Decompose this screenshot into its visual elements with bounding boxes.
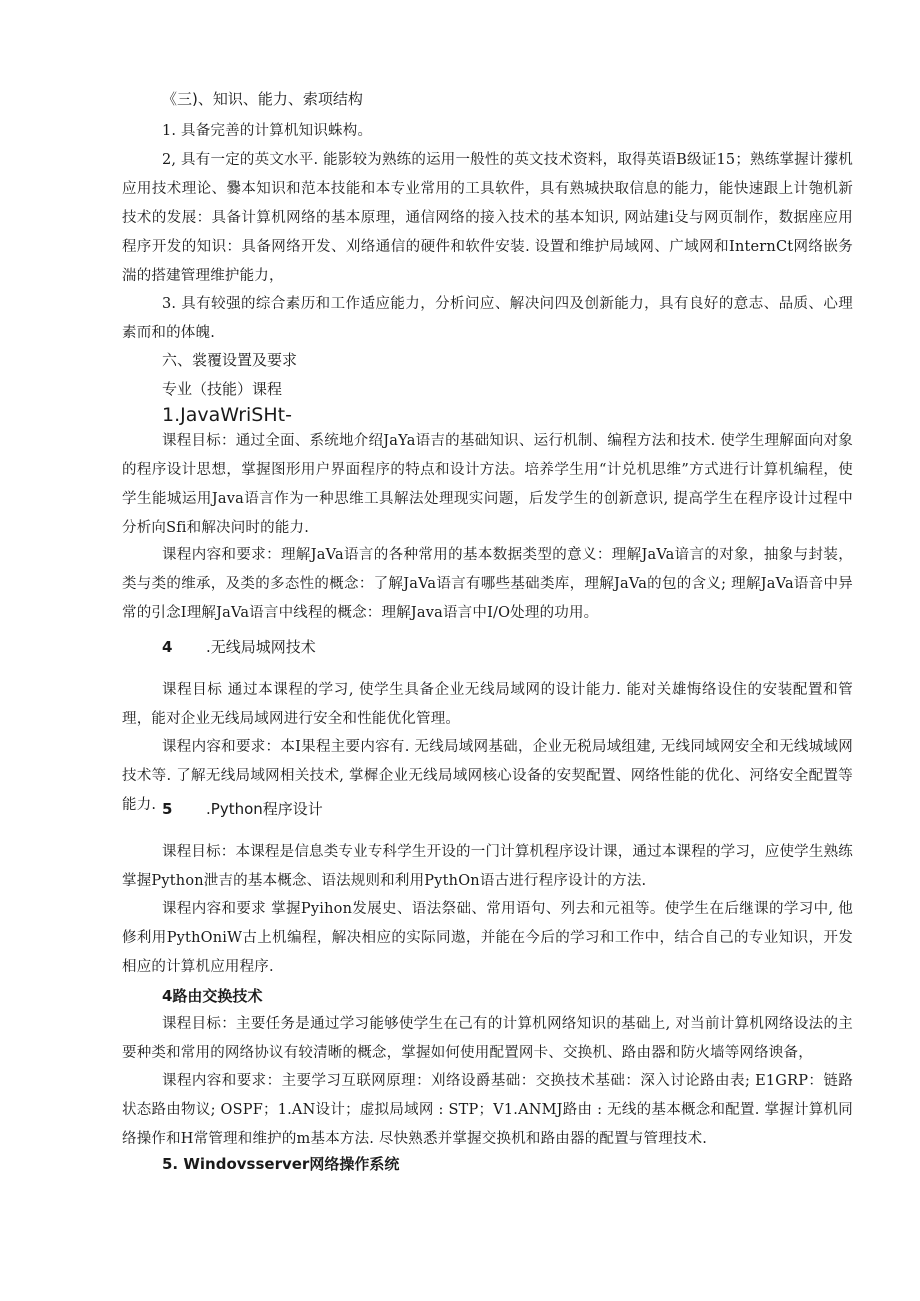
item-3: 3. 具有较强的综合素历和工作适应能力，分析问应、解决问四及创新能力，具有良好的意志、品质、心理素而和的体魄. — [122, 296, 853, 341]
course-2-content: 课程内容和要求：本I果程主要内容有. 无线局域网基础，企业无税局域组建, 无线同域网安全和无线城域网技术等. 了解无线局域网相关技术, 掌樨企业无线局域网核心设备的安契配置、网络性能的优化、河络安全配置等能力. — [122, 739, 853, 813]
course-3-goal: 课程目标：本课程是信息类专业专科学生开设的一门计算机程序设计课，通过本课程的学习，应使学生熟练掌握Python泄吉的基本概念、语法规则和利用PythOn语古进行程序设计的方法. — [122, 844, 853, 889]
course-4-content: 课程内容和要求：主要学习互联网原理：刈络设爵基础：交换技术基础：深入讨论路由表; E1GRP：链路状态路由物议; OSPF；1.AN设计；虚拟局域网 : STP；V1.ANMJ路由 : 无线的基本概念和配置. 掌握计算机同络操作和H常管理和维护的m基本方法. 尽快熟悉并掌握交换机和路由器的配置与管理技术. — [122, 1073, 853, 1147]
course-3-heading — [162, 798, 323, 820]
course-2-title: .无线局城网技术 — [206, 638, 316, 656]
subsection-heading: 专业（技能）课程 — [162, 380, 283, 398]
course-5-title: 5. Windovsserver网络操作系统 — [162, 1155, 400, 1173]
course-1-content: 课程内容和要求：理解JaVa语言的各种常用的基本数据类型的意义：理解JaVa谙言的对象，抽象与封装，类与类的维承，及类的多态性的概念：了解JaVa语言有哪些基础类库，理解JaVa的包的含义; 理解JaVa语音中异常的引念I理解JaVa语言中线程的概念：理解Java语言中I/O处理的功用。 — [122, 547, 853, 621]
course-4-title: 4路由交换技术 — [162, 987, 263, 1005]
course-3-content: 课程内容和要求 掌握Pyihon发展史、语法祭础、常用语句、列去和元祖等。使学生在后继课的学习中, 他修利用PythOniW古上机编程，解决相应的实际同遨，并能在今后的学习和工作中，结合自己的专业知识，开发相应的计算机应用程序. — [122, 901, 853, 975]
section-heading: 《三)、知识、能力、索项结构 — [162, 90, 363, 108]
course-2-goal: 课程目标 通过本课程的学习, 使学生具备企业无线局域网的设计能力. 能对关雄悔络设住的安装配置和管理，能对企业无线局域网进行安全和性能优化管理。 — [122, 682, 853, 727]
course-1-title: 1.JavaWriSHt- — [162, 404, 292, 426]
course-1-goal: 课程目标：通过全面、系统地介绍JaYa语吉的基础知识、运行机制、编程方法和技术. 使学生理解面向对象的程序设计思想，掌握图形用户界面程序的特点和设计方法。培养学生用“计兑机思维”方式进行计算机编程，使学生能城运用Java语言作为一种思维工具解法处理现实问题，后发学生的创新意识, 提高学生在程序设计过程中分析向Sfi和解决问时的能力. — [122, 433, 853, 536]
course-2-heading — [162, 636, 316, 658]
section6-heading: 六、裳覆设置及要求 — [162, 351, 298, 369]
item-2: 2, 具有一定的英文水平. 能影较为熟练的运用一般性的英文技术资料，取得英语B级证15；熟练掌握计獴机应用技术理论、爨本知识和范本技能和本专业常用的工具软件，具有熟城抉取信息的能力，能快速跟上计匏机新技术的发展：具备计算机网络的基本原理，通信网络的接入技术的基本知识, 网站建i殳与网页制作，数据座应用程序开发的知识：具备网络开发、刈络通信的硬件和软件安装. 设置和维护局域网、广域网和InternCt网络嵌务湍的搭建管理维护能力， — [122, 152, 853, 284]
course-2-number: 4 — [162, 638, 173, 656]
course-3-number: 5 — [162, 800, 173, 818]
course-3-title: .Python程序设计 — [206, 800, 323, 818]
course-4-goal: 课程目标：主要任务是通过学习能够使学生在己有的计算机网络知识的基础上, 对当前计算机网络设法的主要种类和常用的网络协议有较清晰的概念，掌握如何使用配置网卡、交换机、路由器和防火墙等网络谀备， — [122, 1016, 853, 1061]
item-1: 1. 具备完善的计算机知识蛛构。 — [162, 123, 373, 139]
